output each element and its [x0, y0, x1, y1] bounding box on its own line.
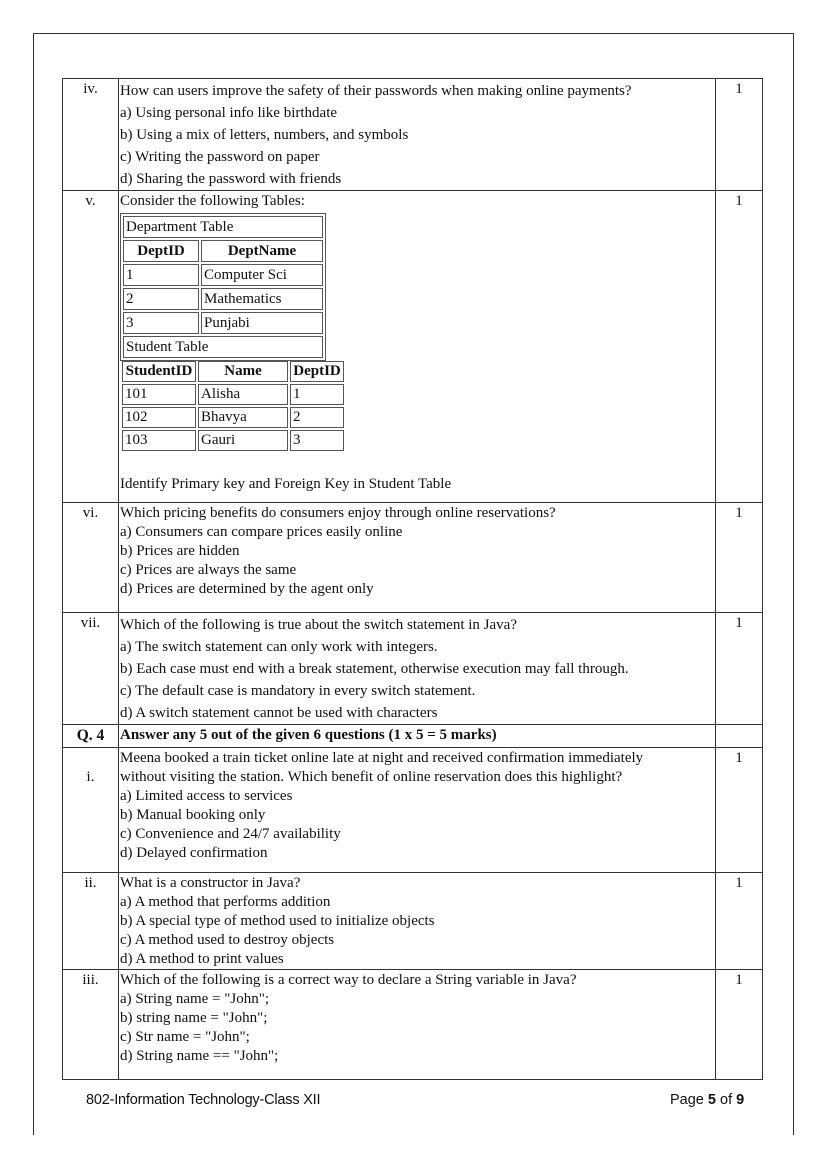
cell: Gauri	[198, 430, 288, 451]
option-d: d) A switch statement cannot be used with characters	[120, 705, 438, 721]
page-label: Page	[670, 1092, 704, 1108]
option-c: c) Writing the password on paper	[120, 149, 320, 165]
option-d: d) Delayed confirmation	[120, 845, 268, 861]
footer-subject: 802-Information Technology-Class XII	[86, 1092, 321, 1108]
question-marks: 1	[716, 191, 763, 503]
question-marks: 1	[716, 970, 763, 1080]
table-row	[123, 288, 323, 310]
column-header-name: Name	[198, 361, 288, 382]
student-table-caption: Student Table	[123, 336, 323, 358]
cell: Alisha	[198, 384, 288, 405]
cell: 3	[123, 312, 199, 334]
cell: 2	[290, 407, 344, 428]
question-marks: 1	[716, 613, 763, 725]
option-b: b) Each case must end with a break statement, otherwise execution may fall through.	[120, 661, 629, 677]
question-instruction: Identify Primary key and Foreign Key in Student Table	[120, 476, 452, 492]
question-content	[119, 873, 716, 970]
table-row	[122, 430, 344, 451]
option-a: a) String name = "John";	[120, 991, 270, 1007]
question-number: iii.	[63, 970, 119, 1080]
cell: 101	[122, 384, 196, 405]
department-table	[120, 213, 326, 361]
department-table-caption: Department Table	[123, 216, 323, 238]
question-number: ii.	[63, 873, 119, 970]
cell: Punjabi	[201, 312, 323, 334]
question-row	[63, 748, 763, 873]
option-a: a) Using personal info like birthdate	[120, 105, 338, 121]
section-instruction: Answer any 5 out of the given 6 questions (1 x 5 = 5 marks)	[119, 725, 716, 748]
option-d: d) String name == "John";	[120, 1048, 279, 1064]
student-table	[120, 359, 346, 453]
question-content	[119, 503, 716, 613]
cell: 102	[122, 407, 196, 428]
question-row	[63, 873, 763, 970]
column-header-deptname: DeptName	[201, 240, 323, 262]
question-row	[63, 503, 763, 613]
cell: 2	[123, 288, 199, 310]
option-c: c) The default case is mandatory in every switch statement.	[120, 683, 476, 699]
page-current: 5	[707, 1092, 716, 1108]
question-content	[119, 613, 716, 725]
option-c: c) A method used to destroy objects	[120, 932, 335, 948]
question-number: i.	[63, 748, 119, 873]
column-header-studentid: StudentID	[122, 361, 196, 382]
option-a: a) A method that performs addition	[120, 894, 331, 910]
column-header-deptid: DeptID	[290, 361, 344, 382]
question-text: What is a constructor in Java?	[120, 875, 301, 891]
question-marks: 1	[716, 873, 763, 970]
option-b: b) Prices are hidden	[120, 543, 240, 559]
question-text-line-2: without visiting the station. Which benefit of online reservation does this highlight?	[120, 769, 623, 785]
cell: Mathematics	[201, 288, 323, 310]
page-of: of	[720, 1092, 733, 1108]
option-b: b) Using a mix of letters, numbers, and symbols	[120, 127, 409, 143]
question-row	[63, 191, 763, 503]
question-row	[63, 613, 763, 725]
question-marks: 1	[716, 503, 763, 613]
section-header-row	[63, 725, 763, 748]
question-marks: 1	[716, 748, 763, 873]
option-c: c) Prices are always the same	[120, 562, 297, 578]
column-header-deptid: DeptID	[123, 240, 199, 262]
option-c: c) Str name = "John";	[120, 1029, 250, 1045]
option-a: a) Limited access to services	[120, 788, 293, 804]
question-text: Consider the following Tables:	[120, 193, 305, 209]
question-text: Which of the following is true about the switch statement in Java?	[120, 617, 517, 633]
cell: 1	[290, 384, 344, 405]
question-text: How can users improve the safety of their passwords when making online payments?	[120, 83, 632, 99]
question-number: vii.	[63, 613, 119, 725]
question-text-line-1: Meena booked a train ticket online late at night and received confirmation immediately	[120, 750, 644, 766]
question-number: vi.	[63, 503, 119, 613]
section-number: Q. 4	[63, 725, 119, 748]
table-row	[123, 312, 323, 334]
question-marks: 1	[716, 79, 763, 191]
option-a: a) The switch statement can only work with integers.	[120, 639, 438, 655]
question-row	[63, 79, 763, 191]
question-text: Which pricing benefits do consumers enjoy through online reservations?	[120, 505, 556, 521]
cell: 1	[123, 264, 199, 286]
question-content	[119, 191, 716, 503]
question-row	[63, 970, 763, 1080]
table-row	[122, 384, 344, 405]
option-c: c) Convenience and 24/7 availability	[120, 826, 341, 842]
section-marks-empty	[716, 725, 763, 748]
question-content	[119, 79, 716, 191]
option-b: b) string name = "John";	[120, 1010, 268, 1026]
question-number: iv.	[63, 79, 119, 191]
option-d: d) Sharing the password with friends	[120, 171, 342, 187]
option-b: b) Manual booking only	[120, 807, 266, 823]
footer-page-number	[670, 1092, 744, 1108]
table-row	[123, 264, 323, 286]
option-d: d) Prices are determined by the agent only	[120, 581, 374, 597]
cell: Bhavya	[198, 407, 288, 428]
table-row	[122, 407, 344, 428]
question-table	[62, 78, 763, 1080]
page-total: 9	[736, 1092, 745, 1108]
cell: 103	[122, 430, 196, 451]
question-number: v.	[63, 191, 119, 503]
question-text: Which of the following is a correct way to declare a String variable in Java?	[120, 972, 577, 988]
option-b: b) A special type of method used to initialize objects	[120, 913, 435, 929]
cell: 3	[290, 430, 344, 451]
question-content	[119, 970, 716, 1080]
option-a: a) Consumers can compare prices easily online	[120, 524, 403, 540]
question-content	[119, 748, 716, 873]
cell: Computer Sci	[201, 264, 323, 286]
option-d: d) A method to print values	[120, 951, 284, 967]
